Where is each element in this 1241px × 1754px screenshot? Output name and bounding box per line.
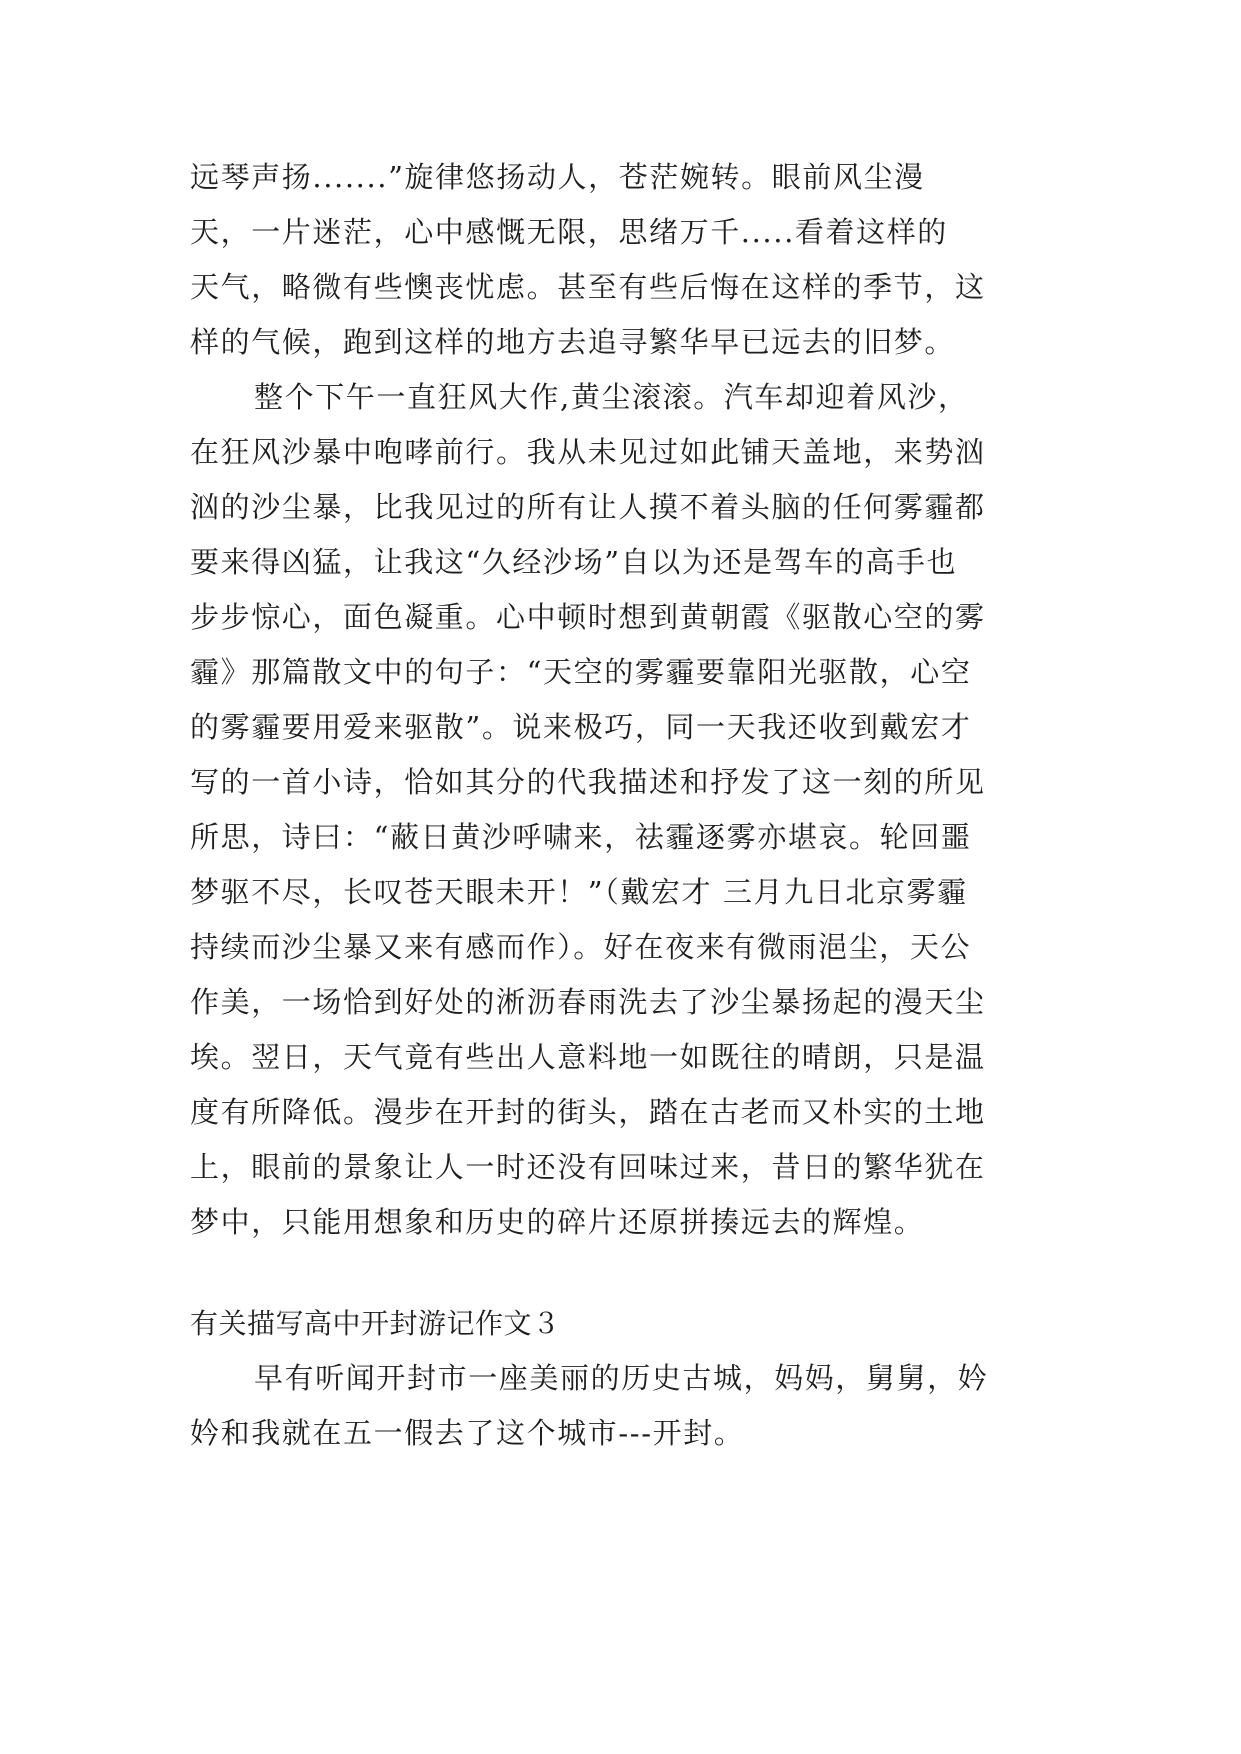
paragraph-1 (190, 150, 1050, 370)
text-line: 早有听闻开封市一座美丽的历史古城，妈妈，舅舅，妗 (254, 1361, 989, 1395)
text-line: 要来得凶猛，让我这“久经沙场”自以为还是驾车的高手也 (190, 545, 958, 579)
text-line: 埃。翌日，天气竟有些出人意料地一如既往的晴朗，只是温 (190, 1040, 986, 1074)
text-line: 妗和我就在五一假去了这个城市---开封。 (190, 1416, 745, 1450)
section-spacer (190, 1250, 1050, 1296)
text-line: 在狂风沙暴中咆哮前行。我从未见过如此铺天盖地，来势汹 (190, 435, 986, 469)
paragraph-3 (190, 1351, 1050, 1461)
text-line: 天气，略微有些懊丧忧虑。甚至有些后悔在这样的季节，这 (190, 270, 986, 304)
text-line: 天，一片迷茫，心中感慨无限，思绪万千.....看着这样的 (190, 215, 948, 249)
text-line: 所思，诗曰：“蔽日黄沙呼啸来，祛霾逐雾亦堪哀。轮回噩 (190, 820, 972, 854)
text-line: 作美，一场恰到好处的淅沥春雨洗去了沙尘暴扬起的漫天尘 (190, 985, 986, 1019)
text-line: 的雾霾要用爱来驱散”。说来极巧，同一天我还收到戴宏才 (190, 710, 972, 744)
text-line: 写的一首小诗，恰如其分的代我描述和抒发了这一刻的所见 (190, 765, 986, 799)
text-line: 上，眼前的景象让人一时还没有回味过来，昔日的繁华犹在 (190, 1150, 986, 1184)
text-line: 梦驱不尽，长叹苍天眼未开！”（戴宏才 三月九日北京雾霾 (190, 875, 968, 909)
document-page (190, 150, 1050, 1461)
text-line: 远琴声扬.......”旋律悠扬动人，苍茫婉转。眼前风尘漫 (190, 160, 925, 194)
section-heading: 有关描写高中开封游记作文３ (190, 1307, 561, 1340)
text-line: 样的气候，跑到这样的地方去追寻繁华早已远去的旧梦。 (190, 325, 956, 359)
text-line: 度有所降低。漫步在开封的街头，踏在古老而又朴实的土地 (190, 1095, 986, 1129)
text-line: 梦中，只能用想象和历史的碎片还原拼揍远去的辉煌。 (190, 1205, 925, 1239)
text-line: 整个下午一直狂风大作,黄尘滚滚。汽车却迎着风沙， (254, 380, 969, 414)
text-line: 汹的沙尘暴，比我见过的所有让人摸不着头脑的任何雾霾都 (190, 490, 986, 524)
paragraph-2 (190, 370, 1050, 1250)
text-line: 持续而沙尘暴又来有感而作）。好在夜来有微雨浥尘，天公 (190, 930, 972, 964)
text-line: 步步惊心，面色凝重。心中顿时想到黄朝霞《驱散心空的雾 (190, 600, 986, 634)
text-line: 霾》那篇散文中的句子：“天空的雾霾要靠阳光驱散，心空 (190, 655, 972, 689)
